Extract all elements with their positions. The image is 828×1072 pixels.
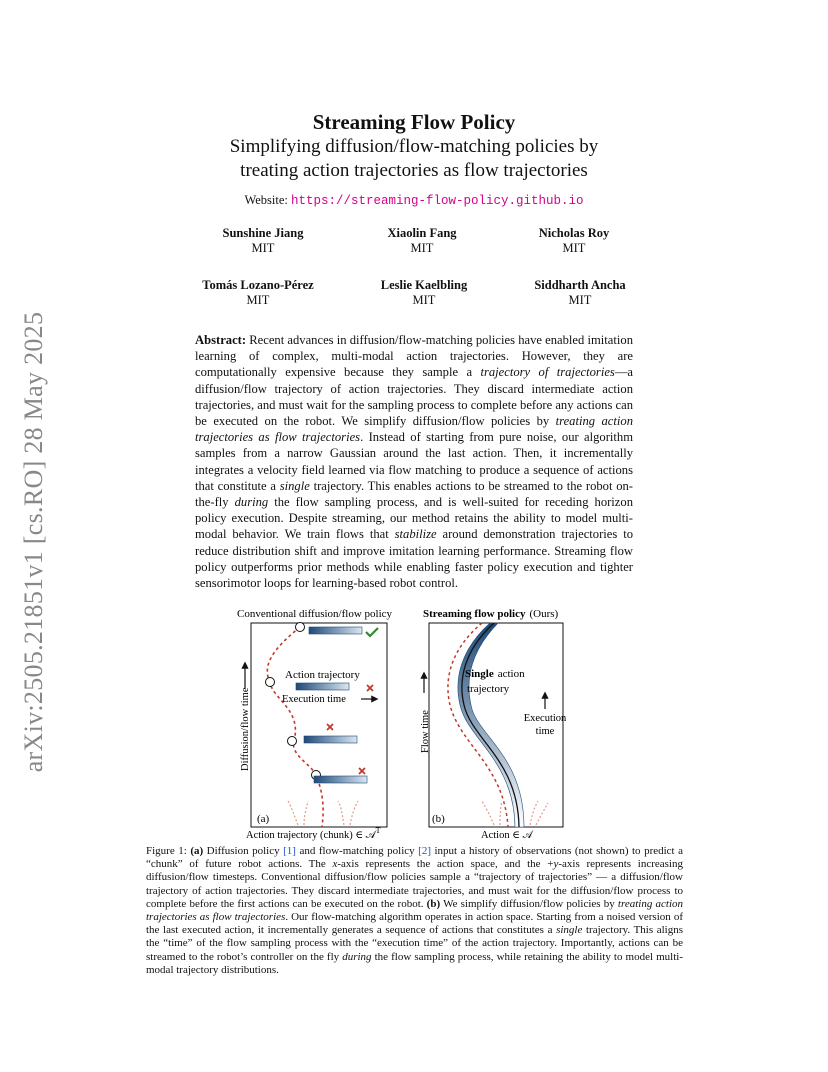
- author-affiliation: MIT: [568, 293, 592, 307]
- abstract: [195, 332, 633, 591]
- caption-text: Diffusion policy: [203, 845, 284, 857]
- caption-text: trajectory. This aligns the “time” of the flow sampling process with the “execution time” of the action trajectory. Importantly, actions can be streamed to the robot’s controller on the fly: [146, 924, 684, 963]
- abstract-emphasis: single: [279, 478, 310, 493]
- caption-emphasis: treating action trajectories as flow trajectories: [146, 897, 684, 924]
- citation-link[interactable]: [1]: [283, 845, 296, 857]
- website-link[interactable]: https://streaming-flow-policy.github.io: [291, 194, 584, 208]
- author-affiliation: MIT: [251, 241, 275, 255]
- caption-part-a: (a): [190, 845, 204, 857]
- abstract-text: around demonstration trajectories to reduce distribution shift and improve imitation learning performance. Streaming flow policy outperforms prior methods while enabling faster policy execution and tighter sensorimotor loops for learning-based robot control.: [195, 527, 633, 591]
- figure-caption: [146, 845, 683, 977]
- action-bar-step-2: [296, 683, 349, 690]
- single-trajectory-label: trajectory: [467, 683, 510, 695]
- panel-b-xlabel: Action ∈ 𝒜: [481, 830, 533, 841]
- cross-icon: [359, 768, 365, 774]
- caption-emphasis: single: [556, 924, 583, 937]
- author-3: [494, 226, 654, 256]
- abstract-text: Recent advances in diffusion/flow-matching policies have enabled imitation learning of complex, multi-modal action trajectories. However, they are computationally expensive because they sample a: [195, 333, 633, 380]
- subtitle-line-1: Simplifying diffusion/flow-matching policies by: [229, 136, 599, 157]
- author-6: [500, 278, 660, 308]
- caption-text: and flow-matching policy: [295, 845, 419, 857]
- caption-math: y: [553, 858, 559, 871]
- caption-lead: Figure 1:: [146, 845, 191, 857]
- author-affiliation: MIT: [246, 293, 270, 307]
- author-name: Leslie Kaelbling: [380, 278, 468, 292]
- author-name: Xiaolin Fang: [387, 226, 457, 240]
- action-bar-final: [309, 627, 362, 634]
- author-1: [183, 226, 343, 256]
- author-affiliation: MIT: [412, 293, 436, 307]
- single-rest: action: [497, 668, 525, 680]
- panel-b-label: (b): [432, 813, 445, 825]
- panel-b-title-bold: Streaming flow policy: [423, 608, 526, 620]
- website-label: Website:: [244, 193, 288, 207]
- cross-icon: [327, 724, 333, 730]
- streaming-flow-band: [458, 623, 524, 827]
- panel-b-title: [423, 608, 559, 620]
- panel-a-xlabel-text: Action trajectory (chunk) ∈ 𝒜: [246, 830, 376, 841]
- author-5: [344, 278, 504, 308]
- abstract-text: . Instead of starting from pure noise, our algorithm samples from a narrow Gaussian around the last action. Then, it incrementally integrates a velocity field learned via flow matching to produce a sequence of actions that constitute a: [195, 430, 634, 493]
- author-name: Nicholas Roy: [538, 226, 610, 240]
- figure-1-diagram: [232, 605, 627, 845]
- author-name: Tomás Lozano-Pérez: [202, 278, 314, 292]
- subtitle-line-2: treating action trajectories as flow trajectories: [240, 160, 588, 181]
- caption-text: -axis represents the action space, and the +: [337, 858, 554, 871]
- author-name: Siddharth Ancha: [534, 278, 626, 292]
- action-bar-step-3: [304, 736, 357, 743]
- panel-b-ylabel: Flow time: [420, 710, 431, 753]
- action-trajectory-label: Action trajectory: [285, 669, 360, 681]
- author-2: [342, 226, 502, 256]
- caption-part-b: (b): [426, 897, 441, 910]
- abstract-label: Abstract:: [195, 333, 247, 347]
- execution-label-line2: time: [535, 726, 555, 737]
- abstract-emphasis: trajectory of trajectories: [480, 365, 615, 380]
- abstract-emphasis: during: [234, 495, 269, 510]
- figure-1: [232, 605, 627, 845]
- execution-time-label: Execution time: [282, 694, 346, 705]
- single-action-label: [465, 668, 525, 680]
- author-name: Sunshine Jiang: [222, 226, 304, 240]
- panel-b-frame: [429, 623, 563, 827]
- caption-text: -axis represents increasing diffusion/flow timesteps. Conventional diffusion/flow policies sample a “trajectory of trajectories” — a diffusion/flow trajectory of action trajectories. They discard intermediate trajectories, and must wait for the diffusion/flow process to complete before the first actions can be executed on the robot.: [146, 858, 683, 910]
- website-line: [0, 193, 828, 208]
- caption-emphasis: during: [342, 950, 372, 963]
- author-4: [178, 278, 338, 308]
- cross-icon: [367, 685, 373, 691]
- panel-b-title-rest: (Ours): [529, 608, 559, 620]
- abstract-text: the flow sampling process, and is well-suited for receding horizon policy execution. Despite streaming, our method retains the ability to model multi-modal behavior. We train flows that: [195, 495, 633, 542]
- action-bar-step-4: [314, 776, 367, 783]
- paper-title: Streaming Flow Policy: [312, 110, 516, 134]
- panel-a-diffusion-path: [267, 627, 323, 827]
- citation-link[interactable]: [2]: [418, 845, 431, 857]
- arxiv-id: arXiv:2505.21851v1 [cs.RO] 28 May 2025: [19, 311, 48, 773]
- panel-a-xlabel: [246, 826, 381, 841]
- abstract-text: —a diffusion/flow trajectory of action trajectories. They discard intermediate action trajectories, and must wait for the sampling process to complete before any actions can be executed on the robot. We simplify diffusion/flow policies by: [195, 365, 633, 429]
- panel-a-label: (a): [257, 813, 270, 825]
- abstract-text: trajectory. This enables actions to be streamed to the robot on-the-fly: [195, 478, 634, 510]
- caption-text: the flow sampling process, while retaining the ability to model multi-modal trajectory distributions.: [146, 950, 683, 976]
- panel-a-ylabel: Diffusion/flow time: [240, 687, 251, 771]
- caption-text: We simplify diffusion/flow policies by: [440, 897, 618, 910]
- paper-subtitle: [0, 135, 828, 183]
- panel-a-title: Conventional diffusion/flow policy: [237, 608, 393, 620]
- arxiv-side-stamp: [6, 302, 62, 782]
- single-bold: Single: [465, 668, 494, 680]
- abstract-emphasis: treating action trajectories as flow trajectories: [195, 414, 633, 445]
- panel-a-frame: [251, 623, 387, 827]
- author-affiliation: MIT: [410, 241, 434, 255]
- execution-label-line1: Execution: [523, 713, 567, 724]
- author-affiliation: MIT: [562, 241, 586, 255]
- caption-text: input a history of observations (not shown) to predict a “chunk” of future robot actions. The: [146, 845, 684, 871]
- panel-a-xlabel-sup: T: [375, 826, 381, 835]
- check-icon: [366, 628, 378, 636]
- abstract-emphasis: stabilize: [394, 527, 437, 542]
- caption-text: . Our flow-matching algorithm operates in action space. Starting from a noised version of the last executed action, it incrementally generates a sequence of actions that constitutes a: [146, 911, 683, 937]
- caption-math: x: [332, 858, 338, 871]
